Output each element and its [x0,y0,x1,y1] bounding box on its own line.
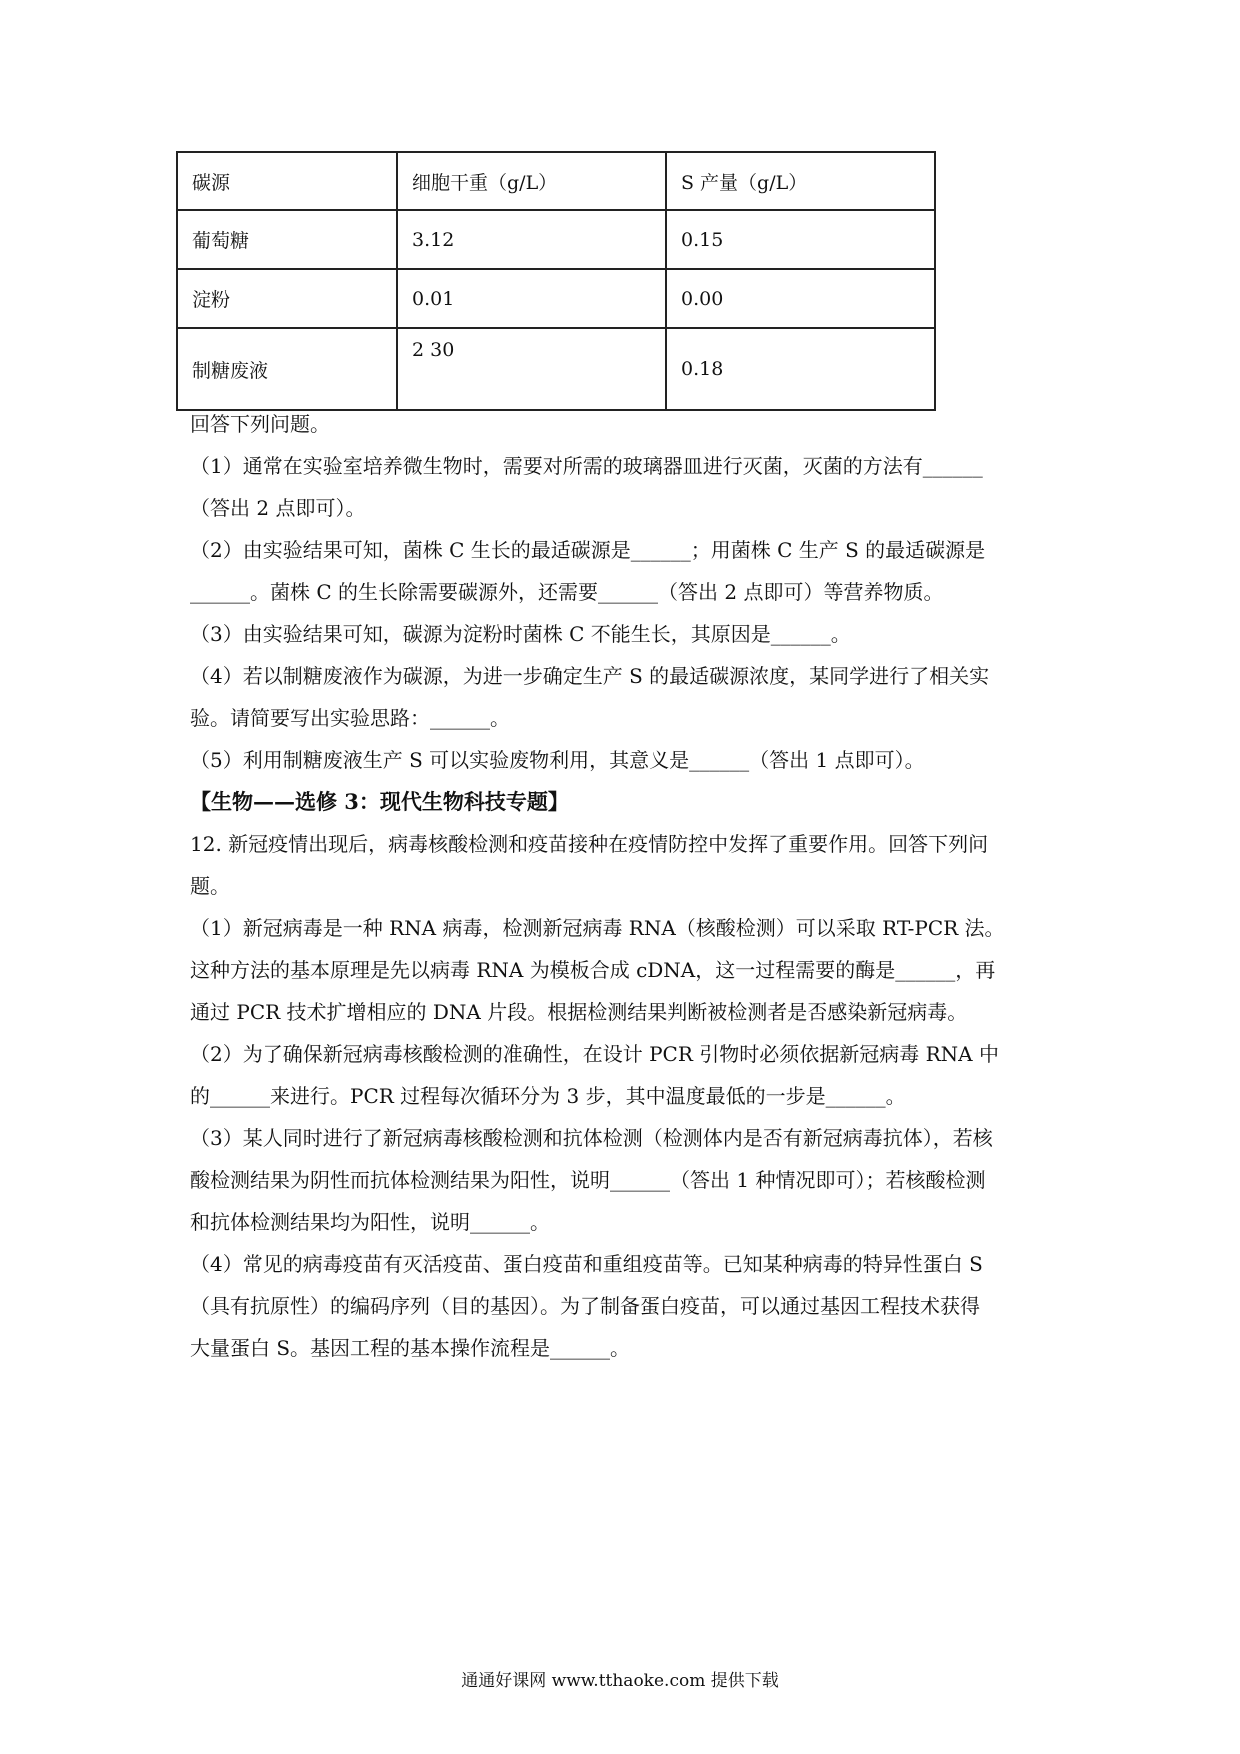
text-line: 回答下列问题。 [190,412,330,436]
table-cell: 0.00 [666,269,935,328]
text-line: 的______来进行。PCR 过程每次循环分为 3 步，其中温度最低的一步是______。 [190,1084,906,1108]
text-line: 验。请简要写出实验思路：______。 [190,706,510,730]
carbon-source-table [176,151,936,411]
text-line: （5）利用制糖废液生产 S 可以实验废物利用，其意义是______（答出 1 点即可）。 [190,748,925,772]
table-header-cell: S 产量（g/L） [666,152,935,210]
text-line: 酸检测结果为阴性而抗体检测结果为阳性，说明______（答出 1 种情况即可）；若核酸检测 [190,1168,986,1192]
text-line: 和抗体检测结果均为阳性，说明______。 [190,1210,550,1234]
table-cell: 3.12 [397,210,666,269]
table-row [177,269,935,328]
text-line: （3）某人同时进行了新冠病毒核酸检测和抗体检测（检测体内是否有新冠病毒抗体），若核 [190,1126,993,1150]
text-line: 题。 [190,874,230,898]
text-line: （4）若以制糖废液作为碳源，为进一步确定生产 S 的最适碳源浓度，某同学进行了相关实 [190,664,990,688]
table-cell: 0.18 [666,328,935,410]
text-line: 通过 PCR 技术扩增相应的 DNA 片段。根据检测结果判断被检测者是否感染新冠病毒。 [190,1000,968,1024]
table-header-cell: 细胞干重（g/L） [397,152,666,210]
text-line: （1）通常在实验室培养微生物时，需要对所需的玻璃器皿进行灭菌，灭菌的方法有______ [190,454,983,478]
table-cell: 0.15 [666,210,935,269]
text-line: （1）新冠病毒是一种 RNA 病毒，检测新冠病毒 RNA（核酸检测）可以采取 RT-PCR 法。 [190,916,1005,940]
text-line: （具有抗原性）的编码序列（目的基因）。为了制备蛋白疫苗，可以通过基因工程技术获得 [190,1294,980,1318]
text-line: （4）常见的病毒疫苗有灭活疫苗、蛋白疫苗和重组疫苗等。已知某种病毒的特异性蛋白 S [190,1252,983,1276]
text-line: （2）为了确保新冠病毒核酸检测的准确性，在设计 PCR 引物时必须依据新冠病毒 RNA 中 [190,1042,999,1066]
section-title: 【生物——选修 3：现代生物科技专题】 [190,789,569,814]
text-line: （3）由实验结果可知，碳源为淀粉时菌株 C 不能生长，其原因是______。 [190,622,851,646]
text-line: 大量蛋白 S。基因工程的基本操作流程是______。 [190,1336,631,1360]
table-row [177,328,935,410]
table-row [177,210,935,269]
table-header-cell: 碳源 [177,152,397,210]
text-line: （2）由实验结果可知，菌株 C 生长的最适碳源是______；用菌株 C 生产 S 的最适碳源是 [190,538,986,562]
text-line: （答出 2 点即可）。 [190,496,366,520]
table-cell: 淀粉 [177,269,397,328]
table-cell: 制糖废液 [177,328,397,410]
text-line: ______。菌株 C 的生长除需要碳源外，还需要______（答出 2 点即可）等营养物质。 [190,580,944,604]
table-cell: 葡萄糖 [177,210,397,269]
table-cell: 0.01 [397,269,666,328]
document-body [190,403,1060,1369]
page-footer: 通通好课网 www.tthaoke.com 提供下载 [461,1671,779,1691]
table-cell: 2 30 [397,328,666,410]
text-line: 这种方法的基本原理是先以病毒 RNA 为模板合成 cDNA，这一过程需要的酶是______，再 [190,958,996,982]
table-header-row [177,152,935,210]
text-line: 12. 新冠疫情出现后，病毒核酸检测和疫苗接种在疫情防控中发挥了重要作用。回答下列问 [190,832,989,856]
